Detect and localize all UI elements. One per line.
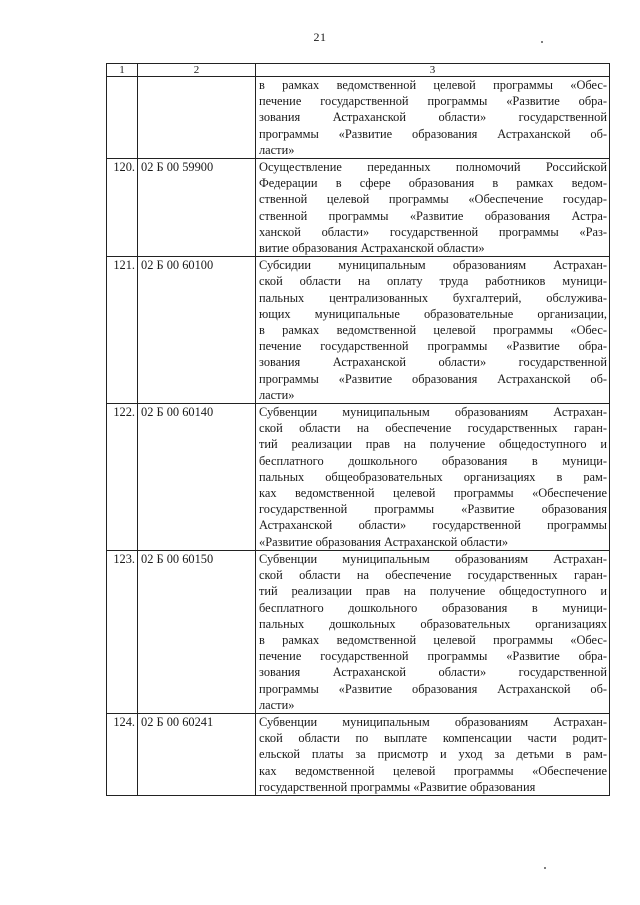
- description-line: в рамках ведомственной целевой программы «Обес-: [259, 78, 607, 92]
- description-line: государственной программы «Развитие образования: [259, 779, 536, 794]
- row-number: 124.: [107, 713, 138, 795]
- classification-code: 02 Б 00 60100: [138, 257, 256, 404]
- table-row: [107, 159, 610, 257]
- description-line: ской области на оплату труда работников муници-: [259, 274, 607, 289]
- description-line: пальных общеобразовательных организациях в рам-: [259, 469, 607, 484]
- page-number: 21: [313, 30, 327, 44]
- budget-classification-table: [106, 63, 610, 796]
- description-line: ласти»: [259, 387, 295, 402]
- table-row: [107, 257, 610, 404]
- description-line: ской области на обеспечение государственных гаран-: [259, 421, 607, 436]
- classification-code: 02 Б 00 59900: [138, 159, 256, 257]
- expense-description: [256, 713, 610, 795]
- classification-code: 02 Б 00 60140: [138, 404, 256, 551]
- classification-code: 02 Б 00 60150: [138, 550, 256, 713]
- scan-speck-bottom: [544, 867, 546, 869]
- column-header-2: 2: [138, 64, 256, 77]
- table-row: [107, 77, 610, 159]
- column-header-1: 1: [107, 64, 138, 77]
- row-number: 120.: [107, 159, 138, 257]
- table-body: [107, 77, 610, 796]
- description-line: пальных дошкольных образовательных организациях: [259, 616, 607, 631]
- expense-description: [256, 77, 610, 159]
- description-line: ласти»: [259, 142, 295, 157]
- table-row: [107, 404, 610, 551]
- description-line: печение государственной программы «Развитие обра-: [259, 94, 607, 109]
- description-line: ханской области» государственной программы «Раз-: [259, 224, 607, 239]
- row-number: 123.: [107, 550, 138, 713]
- description-line: ственной целевой программы «Обеспечение государ-: [259, 192, 607, 207]
- expense-description: [256, 404, 610, 551]
- description-line: «Развитие образования Астраханской области»: [259, 534, 509, 549]
- description-line: зования Астраханской области» государственной: [259, 665, 607, 680]
- description-line: ельской платы за присмотр и уход за детьми в рам-: [259, 747, 607, 762]
- table-row: [107, 550, 610, 713]
- description-line: зования Астраханской области» государственной: [259, 355, 607, 370]
- description-line: Субвенции муниципальным образованиям Астрахан-: [259, 714, 607, 729]
- description-line: в рамках ведомственной целевой программы «Обес-: [259, 632, 607, 647]
- description-line: ласти»: [259, 697, 295, 712]
- description-line: бесплатного дошкольного образования в муници-: [259, 453, 607, 468]
- classification-code: [138, 77, 256, 159]
- description-line: печение государственной программы «Развитие обра-: [259, 339, 607, 354]
- description-line: печение государственной программы «Развитие обра-: [259, 649, 607, 664]
- description-line: витие образования Астраханской области»: [259, 241, 485, 256]
- description-line: ской области по выплате компенсации части родит-: [259, 731, 607, 746]
- description-line: ках ведомственной целевой программы «Обеспечение: [259, 486, 607, 501]
- description-line: программы «Развитие образования Астраханской об-: [259, 126, 607, 141]
- description-line: Федерации в сфере образования в рамках ведом-: [259, 176, 607, 191]
- table-row: [107, 713, 610, 795]
- column-header-3: 3: [256, 64, 610, 77]
- description-line: тий реализации прав на получение общедоступного и: [259, 437, 607, 452]
- row-number: 122.: [107, 404, 138, 551]
- description-line: бесплатного дошкольного образования в муници-: [259, 600, 607, 615]
- description-line: государственной программы «Развитие образования: [259, 502, 607, 517]
- description-line: зования Астраханской области» государственной: [259, 110, 607, 125]
- description-line: Астраханской области» государственной программы: [259, 518, 607, 533]
- scan-speck-top: [541, 41, 543, 43]
- description-line: в рамках ведомственной целевой программы «Обес-: [259, 323, 607, 338]
- description-line: Осуществление переданных полномочий Российской: [259, 160, 607, 175]
- description-line: пальных централизованных бухгалтерий, обслужива-: [259, 290, 607, 305]
- expense-description: [256, 159, 610, 257]
- row-number: 121.: [107, 257, 138, 404]
- description-line: ках ведомственной целевой программы «Обеспечение: [259, 763, 607, 778]
- table-header-row: [107, 64, 610, 77]
- description-line: программы «Развитие образования Астраханской об-: [259, 371, 607, 386]
- description-line: Субсидии муниципальным образованиям Астрахан-: [259, 258, 607, 273]
- description-line: ственной программы «Развитие образования Астра-: [259, 208, 607, 223]
- description-line: ской области на обеспечение государственных гаран-: [259, 568, 607, 583]
- description-line: ющих муниципальные образовательные организации,: [259, 306, 607, 321]
- classification-code: 02 Б 00 60241: [138, 713, 256, 795]
- description-line: программы «Развитие образования Астраханской об-: [259, 681, 607, 696]
- row-number: [107, 77, 138, 159]
- expense-description: [256, 550, 610, 713]
- description-line: Субвенции муниципальным образованиям Астрахан-: [259, 551, 607, 566]
- expense-description: [256, 257, 610, 404]
- description-line: Субвенции муниципальным образованиям Астрахан-: [259, 405, 607, 420]
- description-line: тий реализации прав на получение общедоступного и: [259, 584, 607, 599]
